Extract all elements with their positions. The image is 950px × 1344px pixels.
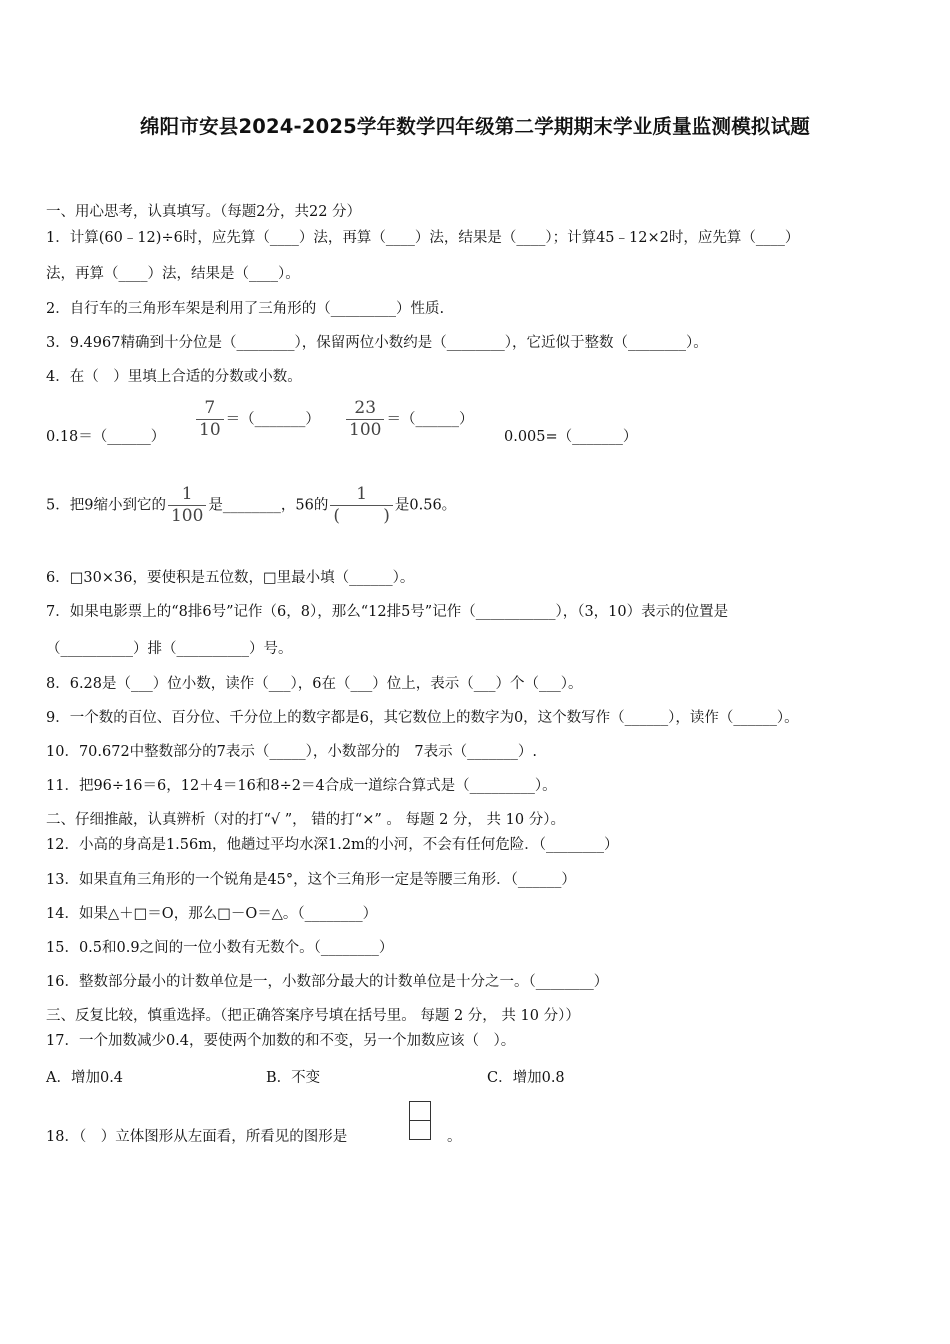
fraction-denominator-blank: ( ) <box>330 505 393 527</box>
question-9: 9．一个数的百位、百分位、千分位上的数字都是6，其它数位上的数字为0，这个数写作（______），读作（______）。 <box>46 710 799 726</box>
question-5-text-middle: 是________，56的 <box>208 497 329 514</box>
question-1-line-2: 法，再算（____）法，结果是（____）。 <box>46 266 300 282</box>
question-4-item-a: 0.18＝（______） <box>46 429 166 445</box>
fraction-denominator: 100 <box>168 505 206 527</box>
square-bottom <box>409 1121 431 1140</box>
question-18-text: 18．（ ）立体图形从左面看，所看见的图形是 <box>46 1129 348 1145</box>
question-17: 17．一个加数减少0.4，要使两个加数的和不变，另一个加数应该（ ）。 <box>46 1033 516 1049</box>
section-3-heading: 三、反复比较，慎重选择。（把正确答案序号填在括号里。 每题 2 分， 共 10 分）） <box>46 1008 580 1024</box>
question-17-option-c: C．增加0.8 <box>487 1070 565 1086</box>
question-4-item-c-blank: ＝（______） <box>386 411 474 428</box>
fraction-1-100 <box>168 484 206 527</box>
fraction-23-100 <box>346 398 384 441</box>
question-4-item-b-blank: ＝（_______） <box>225 411 320 428</box>
question-4-item-c <box>344 398 473 441</box>
question-7-line-2: （__________）排（__________）号。 <box>46 641 293 657</box>
question-4-item-b <box>194 398 320 441</box>
question-4: 4．在（ ）里填上合适的分数或小数。 <box>46 369 302 385</box>
question-6: 6．□30×36，要使积是五位数，□里最小填（______）。 <box>46 570 415 586</box>
question-5-text-start: 5．把9缩小到它的 <box>46 497 166 514</box>
question-7-line-1: 7．如果电影票上的“8排6号”记作（6，8），那么“12排5号”记作（___________），（3，10）表示的位置是 <box>46 604 729 620</box>
question-4-item-d: 0.005=（_______） <box>504 429 638 445</box>
question-17-option-a: A．增加0.4 <box>46 1070 124 1086</box>
section-1-heading: 一、用心思考，认真填写。（每题2分，共22 分） <box>46 204 362 220</box>
square-top <box>409 1101 431 1121</box>
question-13: 13．如果直角三角形的一个锐角是45°，这个三角形一定是等腰三角形．（______） <box>46 872 576 888</box>
question-3: 3．9.4967精确到十分位是（________），保留两位小数约是（________），它近似于整数（________）。 <box>46 335 708 351</box>
question-16: 16．整数部分最小的计数单位是一，小数部分最大的计数单位是十分之一。（________） <box>46 974 609 990</box>
fraction-denominator: 100 <box>346 419 384 441</box>
question-12: 12．小高的身高是1.56m，他趟过平均水深1.2m的小河，不会有任何危险．（________） <box>46 837 619 853</box>
question-5 <box>46 484 456 527</box>
fraction-numerator: 23 <box>354 398 377 418</box>
question-1-line-1: 1．计算(60﹣12)÷6时，应先算（____）法，再算（____）法，结果是（____）；计算45﹣12×2时，应先算（____） <box>46 230 800 246</box>
question-8: 8．6.28是（___）位小数，读作（___），6在（___）位上，表示（___）个（___）。 <box>46 676 583 692</box>
question-18-end: 。 <box>447 1129 462 1145</box>
question-2: 2．自行车的三角形车架是利用了三角形的（_________）性质. <box>46 301 445 317</box>
fraction-numerator: 1 <box>356 484 368 504</box>
fraction-7-10 <box>196 398 224 441</box>
stacked-squares-figure <box>409 1101 429 1140</box>
question-15: 15．0.5和0.9之间的一位小数有无数个。（________） <box>46 940 394 956</box>
fraction-1-blank <box>330 484 393 527</box>
fraction-numerator: 7 <box>204 398 216 418</box>
fraction-numerator: 1 <box>181 484 193 504</box>
question-5-text-end: 是0.56。 <box>394 497 457 514</box>
page-title: 绵阳市安县2024-2025学年数学四年级第二学期期末学业质量监测模拟试题 <box>139 115 811 138</box>
question-11: 11．把96÷16＝6，12＋4＝16和8÷2＝4合成一道综合算式是（_________）。 <box>46 778 557 794</box>
question-10: 10．70.672中整数部分的7表示（_____），小数部分的 7表示（_______）. <box>46 744 537 760</box>
question-17-option-b: B．不变 <box>266 1070 321 1086</box>
section-2-heading: 二、仔细推敲，认真辨析（对的打“√ ”， 错的打“×” 。 每题 2 分， 共 10 分）。 <box>46 812 565 828</box>
question-14: 14．如果△＋□＝O，那么□－O＝△。（________） <box>46 906 378 922</box>
fraction-denominator: 10 <box>196 419 224 441</box>
